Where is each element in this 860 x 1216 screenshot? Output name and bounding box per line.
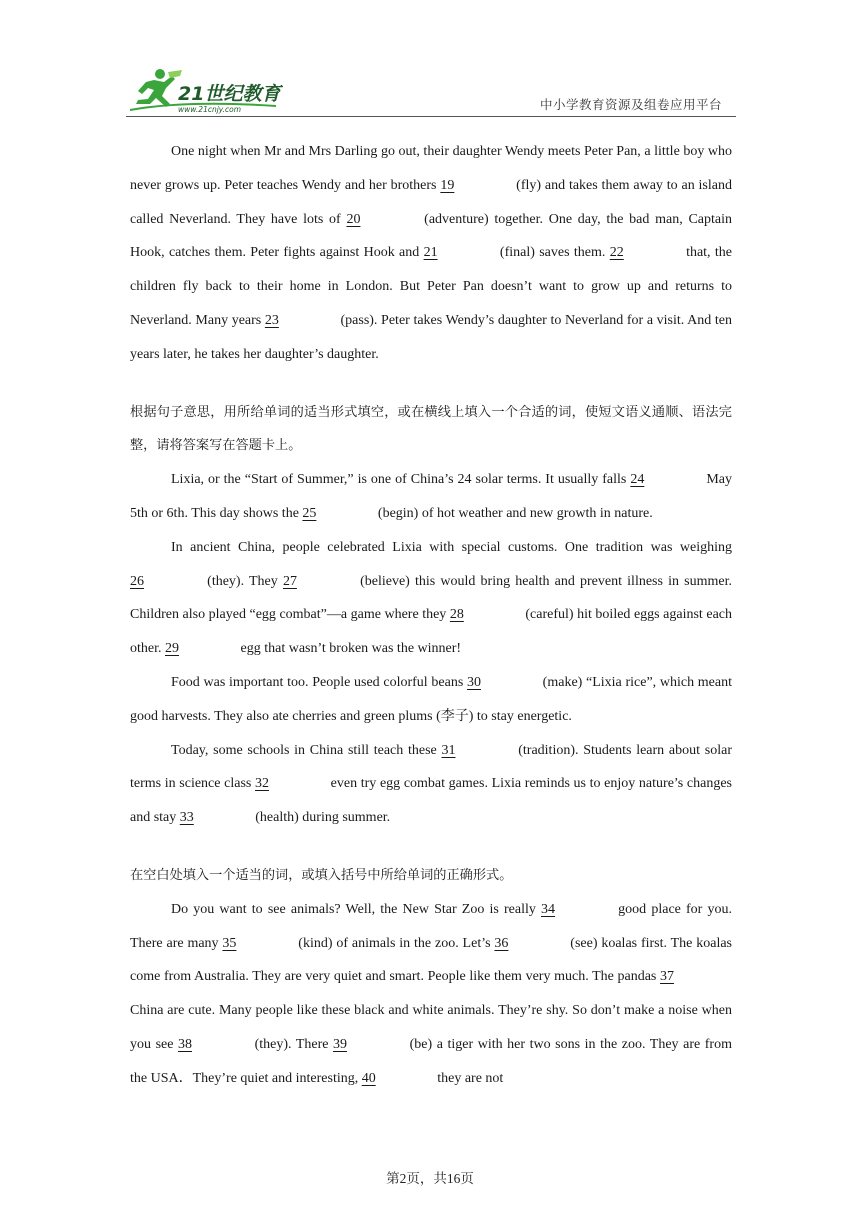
blank-32[interactable]: 32: [255, 776, 270, 792]
passage-text: (believe) this would bring health and prevent illness in summer. Children also played “egg combat”—a game where they: [130, 573, 732, 623]
blank-22[interactable]: 22: [609, 245, 624, 261]
passage-text: One night when Mr and Mrs Darling go out, their daughter Wendy meets Peter Pan, a little boy who never grows up. Peter teaches Wendy and her brothers: [130, 144, 732, 193]
peter-pan-passage: [130, 135, 732, 372]
passage-text: (pass). Peter takes Wendy’s daughter to Neverland for a visit. And ten years later, he takes her daughter’s daughter.: [130, 312, 732, 362]
blank-38[interactable]: 38: [178, 1036, 193, 1052]
blank-33[interactable]: 33: [179, 810, 194, 826]
site-logo[interactable]: [126, 66, 296, 114]
document-body: [130, 135, 732, 1096]
zoo-passage: [130, 893, 732, 1096]
passage-text: good place for you. There are many: [130, 901, 733, 951]
platform-name: 中小学教育资源及组卷应用平台: [539, 97, 722, 112]
logo-text: 21世纪教育: [178, 83, 281, 105]
passage-text: (careful) hit boiled eggs against each other.: [130, 607, 732, 657]
passage-text: (make) “Lixia rice”, which meant good harvests. They also ate cherries and green plums (李子) to stay energetic.: [130, 674, 732, 724]
blank-25[interactable]: 25: [302, 505, 317, 521]
lixia-paragraph-1: [130, 463, 732, 531]
passage-text: (health) during summer.: [251, 810, 391, 826]
blank-30[interactable]: 30: [466, 674, 481, 690]
passage-text: Today, some schools in China still teach these: [171, 742, 442, 758]
page-header: [126, 66, 736, 118]
header-divider: [126, 116, 736, 117]
blank-35[interactable]: 35: [222, 935, 237, 951]
passage-text: (adventure) together. One day, the bad man, Captain Hook, catches them. Peter fights against Hook and: [130, 211, 732, 261]
runner-logo-icon: [126, 66, 296, 114]
page-number: 第2页，共16页: [386, 1171, 474, 1186]
blank-20[interactable]: 20: [346, 211, 361, 227]
passage-text: Lixia, or the “Start of Summer,” is one of China’s 24 solar terms. It usually falls: [171, 472, 631, 488]
lixia-paragraph-4: [130, 734, 732, 835]
blank-39[interactable]: 39: [333, 1036, 348, 1052]
blank-29[interactable]: 29: [165, 641, 179, 657]
passage-text: Do you want to see animals? Well, the New Star Zoo is really: [171, 901, 542, 917]
section2-instruction: 根据句子意思，用所给单词的适当形式填空，或在横线上填入一个合适的词，使短文语义通顺、语法完整，请将答案写在答题卡上。: [130, 404, 732, 454]
passage-text: egg that wasn’t broken was the winner!: [237, 641, 462, 657]
lixia-paragraph-3: [130, 666, 732, 734]
passage-text: (final) saves them.: [495, 245, 610, 261]
blank-31[interactable]: 31: [441, 742, 456, 758]
blank-27[interactable]: 27: [282, 573, 297, 589]
passage-text: (fly) and takes them away to an island called Neverland. They have lots of: [130, 177, 732, 227]
lixia-paragraph-2: [130, 531, 732, 666]
blank-23[interactable]: 23: [264, 312, 279, 328]
blank-40[interactable]: 40: [361, 1070, 376, 1086]
blank-36[interactable]: 36: [494, 935, 509, 951]
blank-26[interactable]: 26: [130, 573, 144, 589]
section-gap: [130, 835, 732, 859]
passage-text: May 5th or 6th. This day shows the: [130, 472, 732, 521]
blank-19[interactable]: 19: [440, 177, 455, 193]
blank-28[interactable]: 28: [449, 607, 464, 623]
passage-text: (they). There: [250, 1036, 334, 1052]
passage-text: In ancient China, people celebrated Lixia with special customs. One tradition was weighing: [171, 539, 732, 555]
logo-url: www.21cnjy.com: [178, 105, 242, 114]
passage-text: they are not: [433, 1070, 504, 1086]
passage-text: Food was important too. People used colorful beans: [171, 674, 467, 690]
blank-24[interactable]: 24: [630, 472, 645, 488]
passage-text: even try egg combat games. Lixia reminds us to enjoy nature’s changes and stay: [130, 776, 732, 826]
passage-text: (be) a tiger with her two sons in the zoo. They are from the USA．They’re quiet and interesting,: [130, 1036, 732, 1086]
passage-text: China are cute. Many people like these black and white animals. They’re shy. So don’t make a noise when you see: [130, 1003, 732, 1052]
section-gap: [130, 372, 732, 396]
blank-34[interactable]: 34: [541, 901, 556, 917]
passage-text: (see) koalas first. The koalas come from Australia. They are very quiet and smart. People like them very much. The pandas: [130, 935, 733, 985]
passage-text: (tradition). Students learn about solar terms in science class: [130, 742, 732, 792]
passage-text: that, the children fly back to their home in London. But Peter Pan doesn’t want to grow up and returns to Neverland. Many years: [130, 245, 732, 328]
passage-text: (kind) of animals in the zoo. Let’s: [294, 935, 495, 951]
section3-instruction: 在空白处填入一个适当的词，或填入括号中所给单词的正确形式。: [130, 867, 513, 883]
blank-37[interactable]: 37: [660, 969, 674, 985]
passage-text: (they). They: [202, 573, 283, 589]
passage-text: (begin) of hot weather and new growth in nature.: [374, 505, 653, 521]
blank-21[interactable]: 21: [423, 245, 438, 261]
